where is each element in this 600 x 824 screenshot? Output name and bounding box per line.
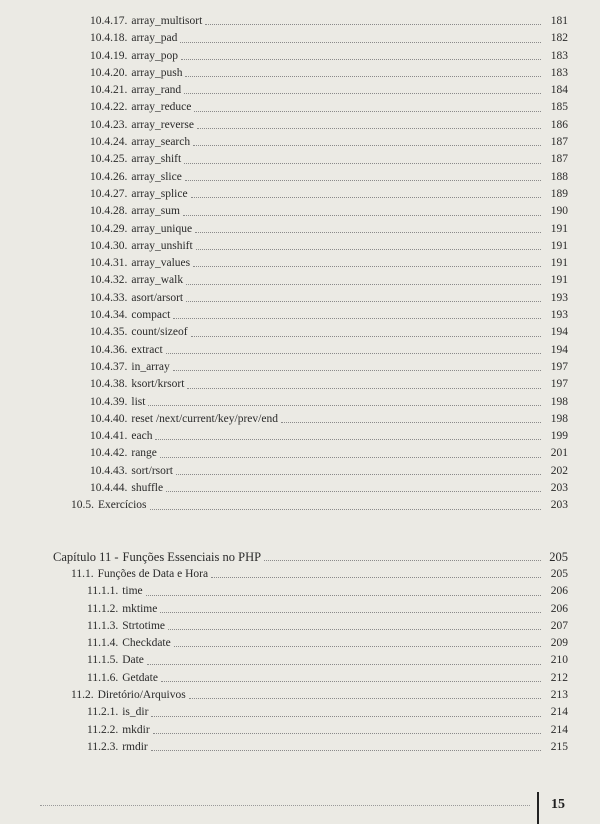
toc-entry-page: 191 xyxy=(550,257,568,270)
toc-entry-number: 10.4.24. xyxy=(90,136,128,149)
toc-entry-page: 199 xyxy=(550,430,568,443)
toc-dot-leader xyxy=(184,92,541,94)
toc-entry-page: 213 xyxy=(550,688,568,701)
toc-entry-page: 202 xyxy=(550,464,568,477)
toc-entry-page: 191 xyxy=(550,239,568,252)
toc-entry-title: ksort/krsort xyxy=(131,378,185,391)
toc-entry-title: mkdir xyxy=(122,723,150,736)
toc-entry xyxy=(0,30,568,47)
toc-entry-title: Diretório/Arquivos xyxy=(97,688,186,701)
toc-entry xyxy=(0,117,568,134)
toc-entry-page: 181 xyxy=(550,15,568,27)
toc-dot-leader xyxy=(185,75,541,77)
toc-dot-leader xyxy=(150,508,541,510)
toc-entry xyxy=(0,497,568,514)
toc-entry-title: range xyxy=(131,447,157,460)
toc-dot-leader xyxy=(264,559,541,561)
toc-entry-page: 190 xyxy=(550,205,568,218)
toc-entry-title: array_multisort xyxy=(131,15,203,27)
toc-entry-number: 10.4.30. xyxy=(90,239,128,252)
toc-dot-leader xyxy=(195,231,541,233)
toc-entry-page: 187 xyxy=(550,136,568,149)
toc-entry xyxy=(0,670,568,687)
toc-entry xyxy=(0,65,568,82)
toc-entry xyxy=(0,739,568,756)
toc-entry-page: 188 xyxy=(550,170,568,183)
toc-entry xyxy=(0,583,568,600)
toc-entry-title: array_pad xyxy=(131,32,178,45)
toc-chapter-entry xyxy=(0,549,568,566)
toc-entry-page: 210 xyxy=(550,654,568,667)
toc-entry-title: asort/arsort xyxy=(131,291,184,304)
toc-entry xyxy=(0,272,568,289)
toc-entry-number: Capítulo 11 - xyxy=(53,549,119,564)
toc-entry xyxy=(0,169,568,186)
toc-entry-page: 203 xyxy=(550,482,568,495)
toc-entry-title: time xyxy=(122,585,143,598)
toc-entry-title: Funções de Data e Hora xyxy=(97,567,209,580)
toc-entry-title: Getdate xyxy=(122,671,158,684)
toc-entry-page: 182 xyxy=(550,32,568,45)
toc-entry-number: 11.2.3. xyxy=(87,740,119,753)
toc-entry-number: 10.4.28. xyxy=(90,205,128,218)
toc-dot-leader xyxy=(181,58,541,60)
footer-divider xyxy=(537,792,539,824)
toc-entry xyxy=(0,186,568,203)
toc-entry-page: 187 xyxy=(550,153,568,166)
toc-dot-leader xyxy=(147,663,541,665)
toc-entry-number: 10.4.43. xyxy=(90,464,128,477)
toc-entry-title: array_slice xyxy=(131,170,182,183)
toc-entry xyxy=(0,359,568,376)
toc-entry-page: 206 xyxy=(550,602,568,615)
toc-entry-page: 186 xyxy=(550,118,568,131)
toc-entry xyxy=(0,411,568,428)
toc-dot-leader xyxy=(146,594,541,596)
toc-entry-page: 205 xyxy=(549,549,568,564)
toc-entry xyxy=(0,601,568,618)
toc-entry-number: 10.4.40. xyxy=(90,412,128,425)
toc-entry xyxy=(0,134,568,151)
toc-entry-title: Checkdate xyxy=(122,637,171,650)
toc-entry-page: 193 xyxy=(550,309,568,322)
toc-entry xyxy=(0,652,568,669)
toc-dot-leader xyxy=(166,490,541,492)
toc-entry-page: 191 xyxy=(550,274,568,287)
toc-entry xyxy=(0,428,568,445)
toc-dot-leader xyxy=(186,300,541,302)
toc-entry-title: extract xyxy=(131,343,163,356)
toc-entry-number: 10.4.18. xyxy=(90,32,128,45)
toc-entry xyxy=(0,307,568,324)
toc-dot-leader xyxy=(148,404,541,406)
toc-entry-page: 203 xyxy=(550,499,568,512)
toc-spacer xyxy=(0,515,600,532)
toc-entry-title: Strtotime xyxy=(122,619,166,632)
toc-entry-number: 11.1.1. xyxy=(87,585,119,598)
toc-entry-number: 10.4.34. xyxy=(90,309,128,322)
toc-dot-leader xyxy=(191,335,541,337)
toc-entry-title: each xyxy=(131,430,153,443)
toc-entry-title: array_splice xyxy=(131,187,188,200)
toc-dot-leader xyxy=(185,179,541,181)
toc-dot-leader xyxy=(151,749,541,751)
toc-entry xyxy=(0,687,568,704)
toc-entry-page: 193 xyxy=(550,291,568,304)
toc-entry-number: 10.4.41. xyxy=(90,430,128,443)
toc-dot-leader xyxy=(196,248,541,250)
toc-entry-number: 10.4.44. xyxy=(90,482,128,495)
toc-entry-title: shuffle xyxy=(131,482,164,495)
toc-dot-leader xyxy=(160,611,541,613)
toc-entry-number: 11.2. xyxy=(71,688,94,701)
toc-entry xyxy=(0,635,568,652)
toc-dot-leader xyxy=(153,732,541,734)
toc-entry-page: 183 xyxy=(550,49,568,62)
toc-dot-leader xyxy=(184,162,541,164)
toc-entry xyxy=(0,342,568,359)
toc-entry-title: array_shift xyxy=(131,153,182,166)
toc-entry-number: 10.4.17. xyxy=(90,15,128,27)
toc-dot-leader xyxy=(166,352,541,354)
toc-entry-page: 198 xyxy=(550,395,568,408)
toc-dot-leader xyxy=(155,438,541,440)
toc-entry-title: array_rand xyxy=(131,84,182,97)
toc-entry-number: 10.4.27. xyxy=(90,187,128,200)
toc-entry-page: 197 xyxy=(550,360,568,373)
toc-entry-number: 10.5. xyxy=(71,499,94,512)
toc-entry-title: mktime xyxy=(122,602,158,615)
toc-dot-leader xyxy=(180,41,541,43)
toc-entry-number: 10.4.21. xyxy=(90,84,128,97)
toc-entry-number: 10.4.31. xyxy=(90,257,128,270)
toc-dot-leader xyxy=(205,23,541,25)
toc-entry xyxy=(0,13,568,30)
toc-entry-title: array_unshift xyxy=(131,239,193,252)
toc-entry xyxy=(0,445,568,462)
toc-entry-title: reset /next/current/key/prev/end xyxy=(131,412,278,425)
toc-entry-page: 198 xyxy=(550,412,568,425)
toc-entry-title: array_push xyxy=(131,66,183,79)
toc-entry-page: 214 xyxy=(550,723,568,736)
toc-dot-leader xyxy=(173,317,541,319)
toc-entry-title: array_reverse xyxy=(131,118,194,131)
toc-entry xyxy=(0,722,568,739)
toc-entry-number: 10.4.42. xyxy=(90,447,128,460)
toc-entry-number: 11.1.4. xyxy=(87,637,119,650)
toc-dot-leader xyxy=(173,369,541,371)
toc-entry-number: 11.1.3. xyxy=(87,619,119,632)
toc-dot-leader xyxy=(160,456,541,458)
toc-dot-leader xyxy=(281,421,541,423)
toc-entry-number: 11.2.2. xyxy=(87,723,119,736)
toc-dot-leader xyxy=(151,715,541,717)
toc-dot-leader xyxy=(189,697,541,699)
toc-entry xyxy=(0,394,568,411)
toc-entry-title: count/sizeof xyxy=(131,326,188,339)
toc-entry-page: 191 xyxy=(550,222,568,235)
toc-entry-title: array_reduce xyxy=(131,101,192,114)
toc-dot-leader xyxy=(211,576,541,578)
toc-entry xyxy=(0,463,568,480)
toc-entry-number: 10.4.29. xyxy=(90,222,128,235)
toc-entry-number: 11.1.2. xyxy=(87,602,119,615)
toc-entry-number: 10.4.39. xyxy=(90,395,128,408)
toc-entry-number: 10.4.36. xyxy=(90,343,128,356)
toc-entry-page: 207 xyxy=(550,619,568,632)
toc-entry xyxy=(0,221,568,238)
toc-entry xyxy=(0,238,568,255)
toc-entry-number: 11.1.5. xyxy=(87,654,119,667)
toc-entry-number: 11.1.6. xyxy=(87,671,119,684)
toc-entry-page: 205 xyxy=(550,567,568,580)
toc-entry-title: Exercícios xyxy=(98,499,147,512)
toc-dot-leader xyxy=(176,473,541,475)
toc-dot-leader xyxy=(191,196,541,198)
toc-entry xyxy=(0,99,568,116)
toc-entry-title: Date xyxy=(122,654,144,667)
toc-entry xyxy=(0,480,568,497)
toc-entry-title: sort/rsort xyxy=(131,464,173,477)
toc-entry-title: array_search xyxy=(131,136,191,149)
toc-dot-leader xyxy=(193,144,541,146)
toc-spacer xyxy=(0,532,600,549)
toc-entry-page: 189 xyxy=(550,187,568,200)
toc-entry-number: 10.4.19. xyxy=(90,49,128,62)
toc-entry-title: rmdir xyxy=(122,740,148,753)
toc-entry-number: 10.4.38. xyxy=(90,378,128,391)
toc-entry xyxy=(0,376,568,393)
toc-entry-number: 10.4.32. xyxy=(90,274,128,287)
toc-entry-page: 201 xyxy=(550,447,568,460)
toc-dot-leader xyxy=(197,127,541,129)
toc-dot-leader xyxy=(194,110,541,112)
toc-entry-title: array_sum xyxy=(131,205,180,218)
toc-entry-page: 194 xyxy=(550,326,568,339)
toc-dot-leader xyxy=(174,645,541,647)
table-of-contents xyxy=(0,13,600,756)
toc-entry-title: Funções Essenciais no PHP xyxy=(122,549,262,564)
toc-entry-number: 10.4.35. xyxy=(90,326,128,339)
toc-entry xyxy=(0,324,568,341)
toc-entry-page: 183 xyxy=(550,66,568,79)
toc-entry-title: in_array xyxy=(131,360,170,373)
toc-entry-title: is_dir xyxy=(122,706,149,719)
toc-dot-leader xyxy=(193,265,541,267)
toc-entry-page: 197 xyxy=(550,378,568,391)
toc-entry-title: compact xyxy=(131,309,171,322)
toc-entry-title: list xyxy=(131,395,146,408)
toc-entry-page: 214 xyxy=(550,706,568,719)
toc-entry-page: 206 xyxy=(550,585,568,598)
toc-entry xyxy=(0,82,568,99)
toc-entry xyxy=(0,203,568,220)
toc-entry-page: 185 xyxy=(550,101,568,114)
toc-entry xyxy=(0,618,568,635)
toc-entry xyxy=(0,151,568,168)
toc-entry-number: 10.4.20. xyxy=(90,66,128,79)
toc-entry xyxy=(0,566,568,583)
page-number: 15 xyxy=(551,797,565,812)
toc-entry-number: 10.4.25. xyxy=(90,153,128,166)
toc-dot-leader xyxy=(168,628,541,630)
toc-entry-title: array_pop xyxy=(131,49,178,62)
toc-dot-leader xyxy=(183,214,541,216)
toc-entry-number: 11.2.1. xyxy=(87,706,119,719)
toc-entry-title: array_unique xyxy=(131,222,193,235)
footer-rule xyxy=(40,805,530,806)
toc-dot-leader xyxy=(186,283,541,285)
toc-entry-number: 10.4.22. xyxy=(90,101,128,114)
toc-entry xyxy=(0,290,568,307)
toc-entry xyxy=(0,48,568,65)
toc-entry-number: 10.4.26. xyxy=(90,170,128,183)
toc-entry-title: array_values xyxy=(131,257,191,270)
toc-entry xyxy=(0,255,568,272)
toc-entry-page: 215 xyxy=(550,740,568,753)
toc-entry-page: 194 xyxy=(550,343,568,356)
toc-entry-page: 184 xyxy=(550,84,568,97)
toc-entry-number: 10.4.23. xyxy=(90,118,128,131)
toc-entry-number: 10.4.33. xyxy=(90,291,128,304)
toc-entry-number: 11.1. xyxy=(71,567,94,580)
toc-entry xyxy=(0,704,568,721)
toc-entry-page: 209 xyxy=(550,637,568,650)
toc-entry-number: 10.4.37. xyxy=(90,360,128,373)
toc-dot-leader xyxy=(187,387,541,389)
toc-entry-page: 212 xyxy=(550,671,568,684)
toc-entry-title: array_walk xyxy=(131,274,184,287)
toc-dot-leader xyxy=(161,680,541,682)
